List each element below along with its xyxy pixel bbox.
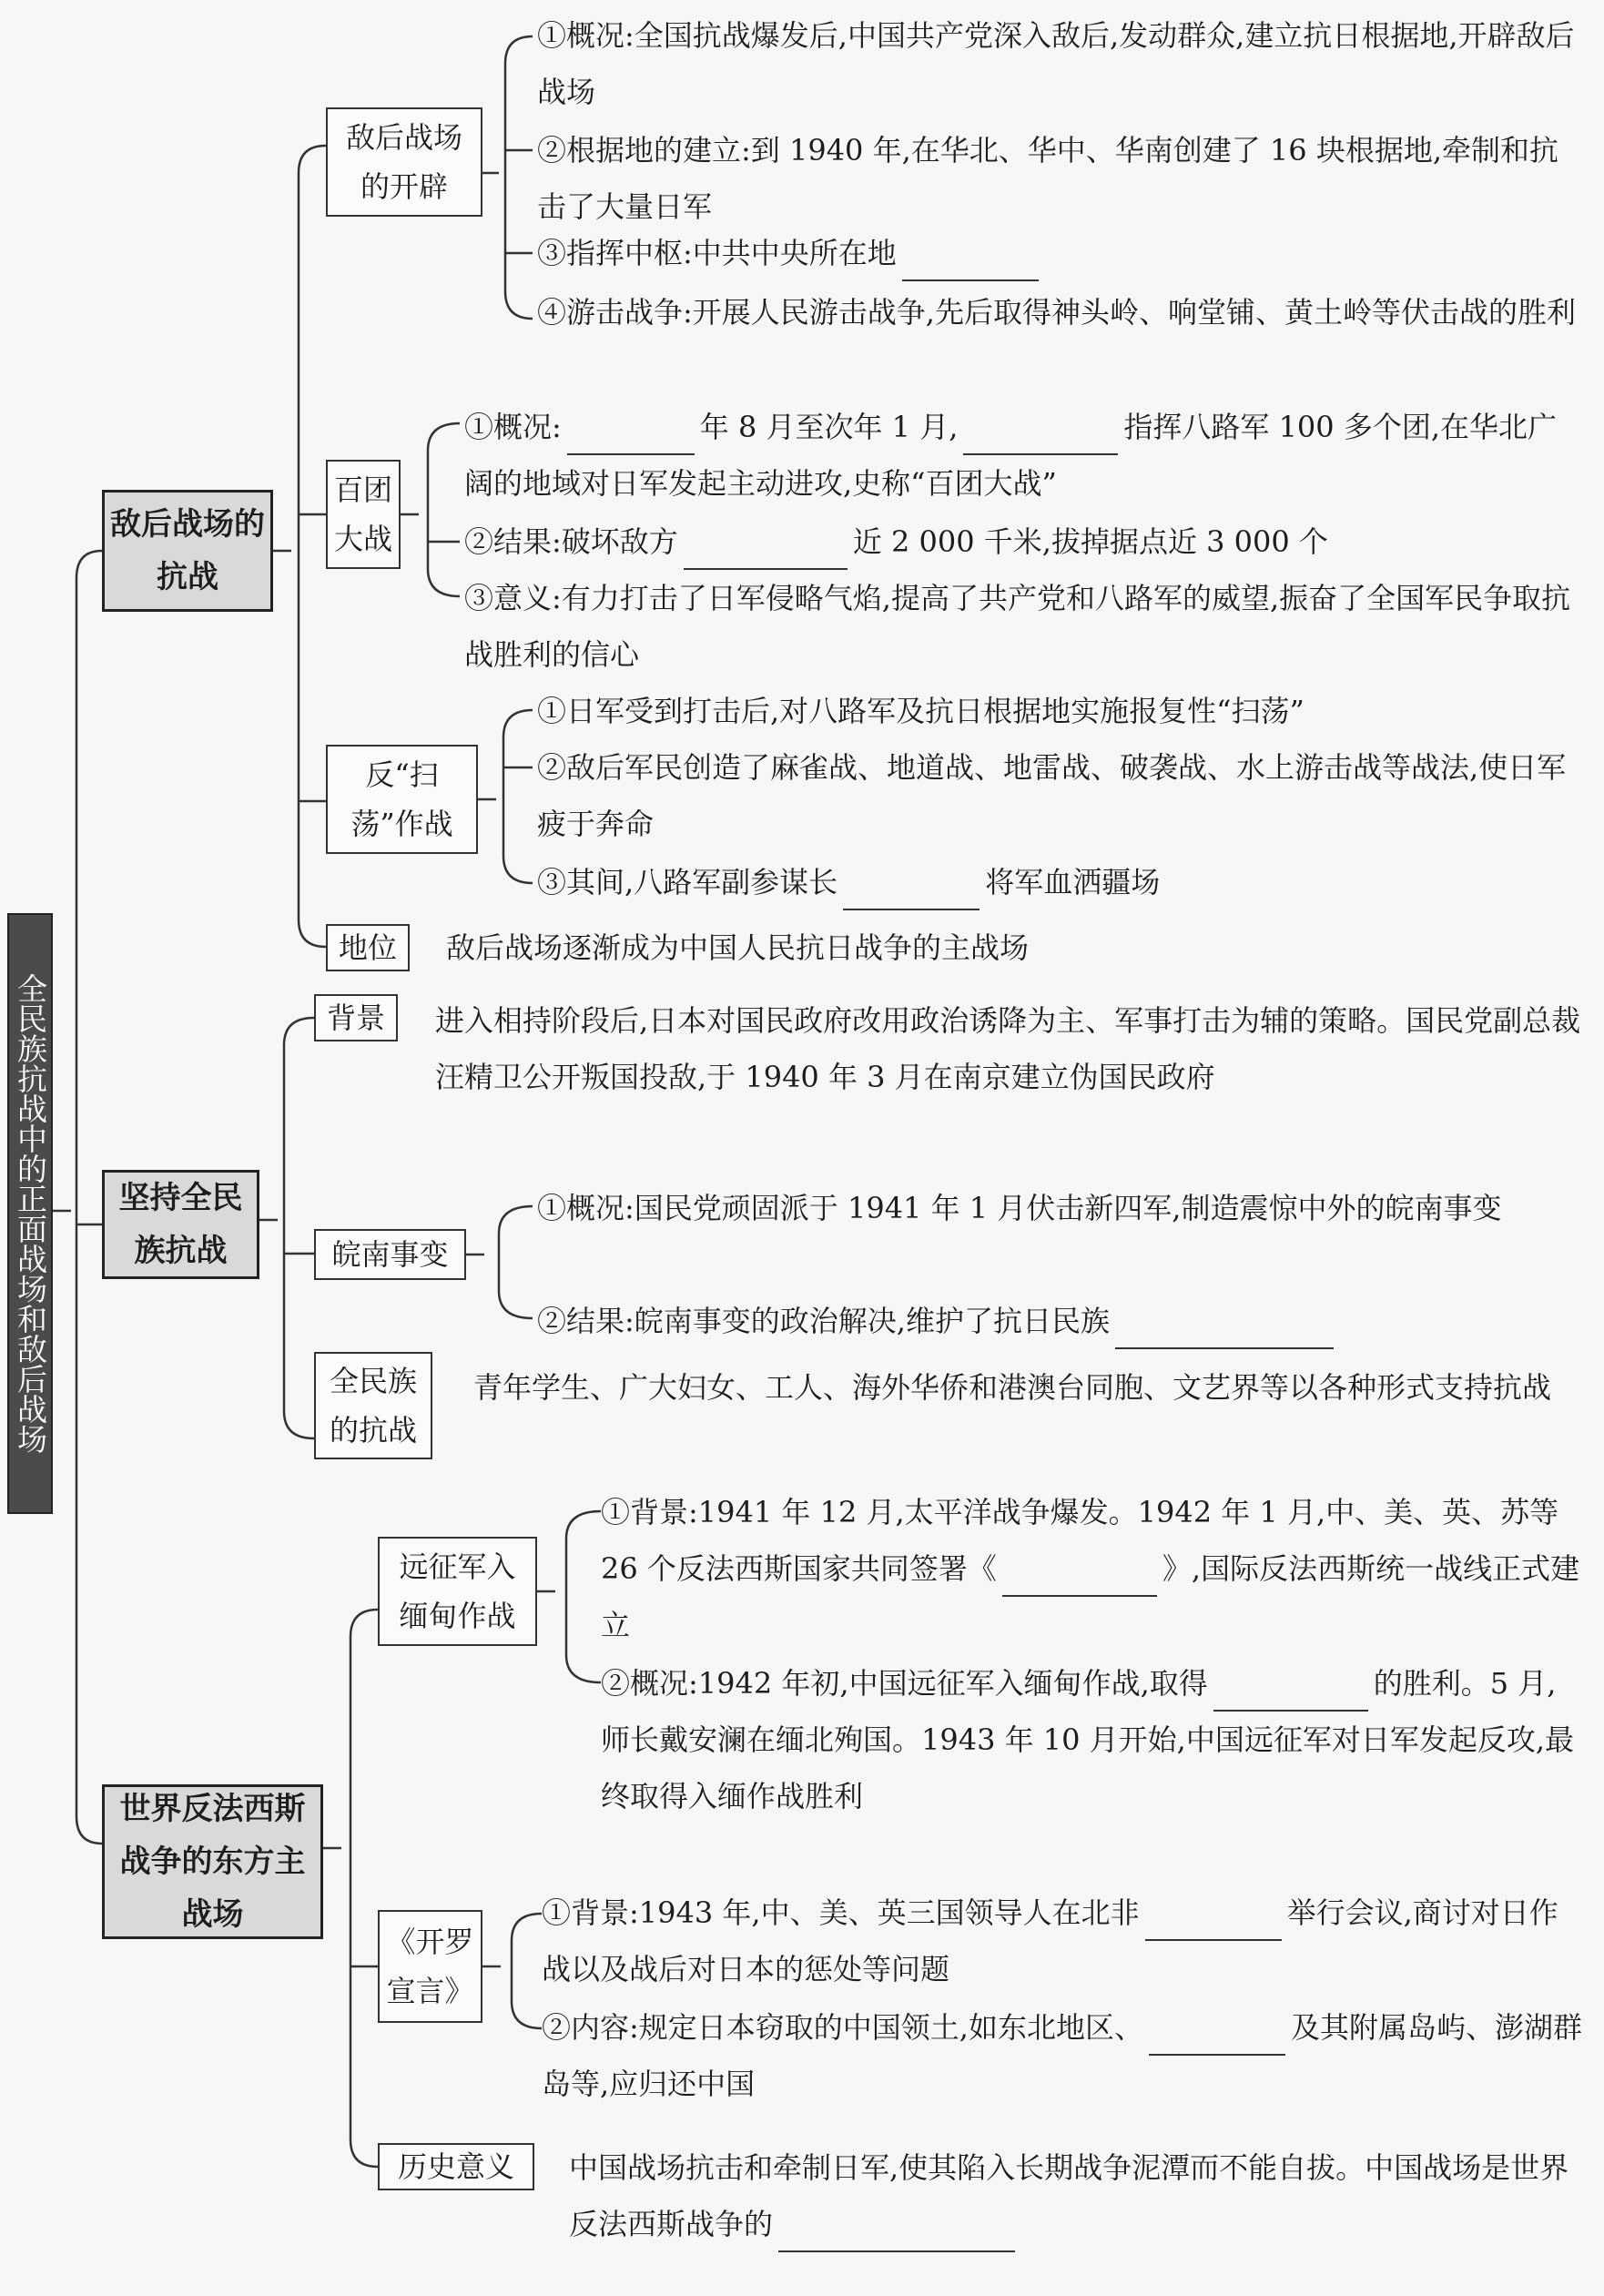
expedition-item-overview: ②概况:1942 年初,中国远征军入缅甸作战,取得 的胜利。5 月,师长戴安澜在缅北殉国。1943 年 10 月开始,中国远征军对日军发起反攻,最终取得入缅作战胜利 (601, 1666, 1575, 1813)
answer-blank[interactable] (1149, 2023, 1285, 2056)
answer-blank[interactable] (963, 422, 1118, 455)
hundred-item-result: ②结果:破坏敌方 近 2 000 千米,拔掉据点近 3 000 个 (464, 513, 1584, 570)
significance-text: 中国战场抗击和牵制日军,使其陷入长期战争泥潭而不能自拔。中国战场是世界反法西斯战争的 (569, 2139, 1584, 2252)
sub-label-expedition: 远征军入缅甸作战 (378, 1537, 537, 1646)
sub-label-wannan: 皖南事变 (314, 1229, 466, 1280)
sub-label-whole-nation: 全民族的抗战 (314, 1352, 432, 1459)
section-label-eastern-front: 世界反法西斯战争的东方主战场 (102, 1784, 323, 1939)
rear-item-center: ③指挥中枢:中共中央所在地 (537, 225, 1584, 281)
sub-label-status: 地位 (326, 924, 410, 971)
sub-label-significance: 历史意义 (378, 2143, 534, 2190)
background-text: 进入相持阶段后,日本对国民政府改用政治诱降为主、军事打击为辅的策略。国民党副总裁汪精卫公开叛国投敌,于 1940 年 3 月在南京建立伪国民政府 (435, 1003, 1581, 1094)
section-label-enemy-rear: 敌后战场的抗战 (102, 490, 273, 612)
answer-blank[interactable] (567, 422, 695, 455)
whole-nation-text: 青年学生、广大妇女、工人、海外华侨和港澳台同胞、文艺界等以各种形式支持抗战 (473, 1370, 1552, 1405)
sub-label-cairo: 《开罗宣言》 (378, 1910, 482, 2023)
answer-blank[interactable] (684, 537, 848, 570)
answer-blank[interactable] (843, 878, 980, 910)
answer-blank[interactable] (778, 2220, 1015, 2252)
wannan-item-overview: ①概况:国民党顽固派于 1941 年 1 月伏击新四军,制造震惊中外的皖南事变 (537, 1191, 1502, 1225)
rear-item-guerrilla: ④游击战争:开展人民游击战争,先后取得神头岭、响堂铺、黄土岭等伏击战的胜利 (537, 295, 1576, 330)
root-title: 全民族抗战中的正面战场和敌后战场 (7, 913, 53, 1514)
sweep-item-3: ③其间,八路军副参谋长 将军血洒疆场 (537, 854, 1584, 910)
cairo-item-background: ①背景:1943 年,中、美、英三国领导人在北非 举行会议,商讨对日作战以及战后对日本的惩处等问题 (542, 1895, 1558, 1986)
answer-blank[interactable] (902, 249, 1039, 281)
hundred-item-meaning: ③意义:有力打击了日军侵略气焰,提高了共产党和八路军的威望,振奋了全国军民争取抗战胜利的信心 (464, 581, 1571, 672)
answer-blank[interactable] (1213, 1679, 1368, 1712)
answer-blank[interactable] (1115, 1316, 1334, 1349)
sweep-item-2: ②敌后军民创造了麻雀战、地道战、地雷战、破袭战、水上游击战等战法,使日军疲于奔命 (537, 750, 1567, 841)
rear-item-base: ②根据地的建立:到 1940 年,在华北、华中、华南创建了 16 块根据地,牵制和抗击了大量日军 (537, 133, 1558, 224)
answer-blank[interactable] (1145, 1908, 1282, 1941)
answer-blank[interactable] (1002, 1564, 1157, 1597)
sub-label-background: 背景 (314, 994, 398, 1041)
wannan-item-result: ②结果:皖南事变的政治解决,维护了抗日民族 (537, 1293, 1584, 1349)
section-label-persist: 坚持全民族抗战 (102, 1170, 259, 1279)
sub-label-anti-sweep: 反“扫荡”作战 (326, 745, 478, 854)
rear-item-overview: ①概况:全国抗战爆发后,中国共产党深入敌后,发动群众,建立抗日根据地,开辟敌后战场 (537, 18, 1575, 109)
sweep-item-1: ①日军受到打击后,对八路军及抗日根据地实施报复性“扫荡” (537, 694, 1305, 728)
sub-label-open-rear: 敌后战场的开辟 (326, 107, 482, 217)
status-text: 敌后战场逐渐成为中国人民抗日战争的主战场 (446, 930, 1030, 965)
sub-label-hundred-regiments: 百团大战 (326, 460, 401, 569)
cairo-item-content: ②内容:规定日本窃取的中国领土,如东北地区、 及其附属岛屿、澎湖群岛等,应归还中国 (542, 2010, 1582, 2101)
hundred-item-overview: ①概况: 年 8 月至次年 1 月, 指挥八路军 100 多个团,在华北广阔的地域对日军发起主动进攻,史称“百团大战” (464, 410, 1557, 501)
expedition-item-background: ①背景:1941 年 12 月,太平洋战争爆发。1942 年 1 月,中、美、英、苏等 26 个反法西斯国家共同签署《 》,国际反法西斯统一战线正式建立 (601, 1495, 1580, 1642)
